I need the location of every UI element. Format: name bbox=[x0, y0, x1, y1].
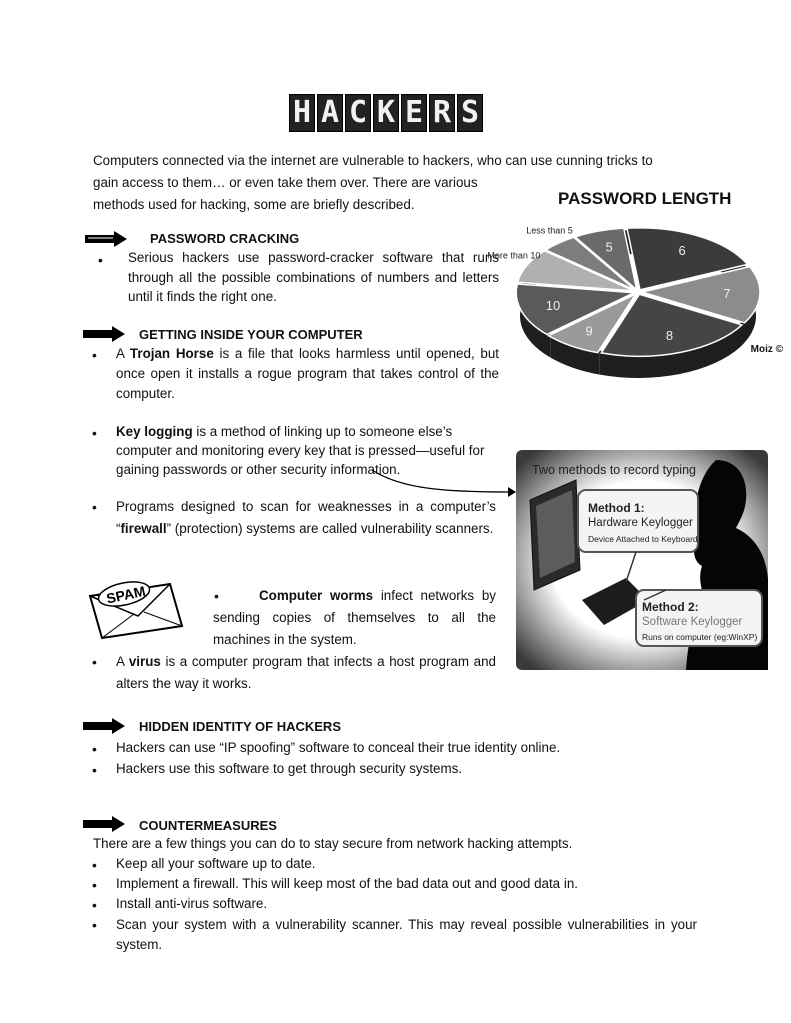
intro-line: gain access to them… or even take them over. There are various bbox=[93, 175, 478, 190]
title-letter: C bbox=[345, 94, 371, 132]
bullet-dot: • bbox=[92, 762, 97, 778]
pie-slice-label: 8 bbox=[665, 327, 674, 343]
countermeasures-intro: There are a few things you can do to stay secure from network hacking attempts. bbox=[93, 836, 573, 851]
virus-pre: A bbox=[116, 654, 129, 669]
method2-title: Method 2: bbox=[642, 600, 699, 614]
bullet-dot: • bbox=[92, 425, 97, 441]
bullet-dot: • bbox=[92, 897, 97, 913]
heading-countermeasures: COUNTERMEASURES bbox=[139, 818, 277, 833]
trojan-text bbox=[116, 344, 499, 404]
countermeasure-item: Install anti-virus software. bbox=[116, 896, 268, 911]
pie-slice-label: 5 bbox=[605, 239, 613, 255]
heading-password-cracking: PASSWORD CRACKING bbox=[150, 231, 300, 246]
chart-title: PASSWORD LENGTH bbox=[558, 189, 732, 208]
bullet-dot: • bbox=[92, 654, 97, 670]
firewall-pre: Programs designed to scan for weaknesses in a computer’s “ bbox=[116, 499, 496, 536]
chart-credit: Moiz © bbox=[750, 344, 783, 355]
title-letter: S bbox=[457, 94, 483, 132]
title-letter: R bbox=[429, 94, 455, 132]
bullet-dot: • bbox=[92, 857, 97, 873]
pie-slice-label: 7 bbox=[723, 286, 731, 302]
pie-slice-label: More than 10 bbox=[487, 250, 541, 261]
spam-label: SPAM bbox=[104, 582, 147, 607]
arrow-icon bbox=[84, 230, 128, 248]
password-length-chart bbox=[487, 184, 791, 384]
intro-line: Computers connected via the internet are vulnerable to hackers, who can use cunning tricks to bbox=[93, 153, 653, 168]
trojan-post: is a file that looks harmless until opened, but once open it installs a rogue program that takes control of the computer. bbox=[116, 346, 499, 401]
title-letter: A bbox=[317, 94, 343, 132]
method1-note: Device Attached to Keyboard. bbox=[588, 534, 700, 544]
firewall-bold: firewall bbox=[120, 521, 167, 536]
bullet-dot: • bbox=[92, 499, 97, 515]
title-letter: K bbox=[373, 94, 399, 132]
title-letter: H bbox=[289, 94, 315, 132]
worms-text bbox=[213, 585, 496, 651]
firewall-post: ” (protection) systems are called vulnerability scanners. bbox=[166, 521, 494, 536]
virus-text bbox=[116, 651, 496, 695]
virus-post: is a computer program that infects a host program and alters the way it works. bbox=[116, 654, 496, 691]
countermeasure-item: Implement a firewall. This will keep most of the bad data out and good data in. bbox=[116, 876, 578, 891]
connector-arrow bbox=[370, 450, 520, 500]
bullet-dot: • bbox=[92, 917, 97, 933]
hidden-identity-item: Hackers can use “IP spoofing” software to conceal their true identity online. bbox=[116, 740, 561, 755]
keylog-bold: Key logging bbox=[116, 424, 193, 439]
bullet-dot: • bbox=[98, 252, 103, 268]
method1-sub: Hardware Keylogger bbox=[588, 517, 693, 529]
bullet-dot: • bbox=[92, 347, 97, 363]
pie-slice-label: 6 bbox=[678, 243, 686, 259]
pie-slice-label: Less than 5 bbox=[526, 225, 573, 236]
arrow-icon bbox=[82, 717, 126, 735]
countermeasure-item: Keep all your software up to date. bbox=[116, 856, 316, 871]
keylogger-title: Two methods to record typing bbox=[532, 463, 696, 477]
page-title bbox=[289, 94, 483, 132]
worms-bold: Computer worms bbox=[259, 588, 374, 603]
trojan-pre: A bbox=[116, 346, 130, 361]
password-cracking-text: Serious hackers use password-cracker software that runs through all the possible combinations of numbers and letters until it finds the right one. bbox=[128, 250, 499, 304]
firewall-text bbox=[116, 496, 496, 540]
method1-title: Method 1: bbox=[588, 501, 645, 515]
countermeasure-item: Scan your system with a vulnerability scanner. This may reveal possible vulnerabilities in your system. bbox=[116, 917, 697, 952]
pie-slice-label: 10 bbox=[545, 297, 561, 313]
keylog-post: is a method of linking up to someone else’s computer and monitoring every key that is pressed—useful for gaining passwords or other security information. bbox=[116, 424, 485, 477]
heading-hidden-identity: HIDDEN IDENTITY OF HACKERS bbox=[139, 719, 341, 734]
hidden-identity-item: Hackers use this software to get through security systems. bbox=[116, 761, 463, 776]
spam-envelope-icon bbox=[86, 578, 186, 640]
bullet-dot: • bbox=[92, 877, 97, 893]
trojan-bold: Trojan Horse bbox=[129, 346, 214, 361]
bullet-dot: • bbox=[214, 588, 219, 604]
worms-post: infect networks by sending copies of themselves to all the machines in the system. bbox=[213, 588, 496, 647]
pie-chart bbox=[487, 184, 791, 384]
intro-line: methods used for hacking, some are briefly described. bbox=[93, 197, 415, 212]
bullet-dot: • bbox=[92, 741, 97, 757]
title-letter: E bbox=[401, 94, 427, 132]
heading-getting-inside: GETTING INSIDE YOUR COMPUTER bbox=[139, 327, 363, 342]
arrow-icon bbox=[82, 325, 126, 343]
virus-bold: virus bbox=[128, 654, 161, 669]
method2-sub: Software Keylogger bbox=[642, 616, 743, 628]
method2-note: Runs on computer (eg:WinXP) bbox=[642, 632, 758, 642]
pie-slice-label: 9 bbox=[585, 323, 593, 339]
arrow-icon bbox=[82, 815, 126, 833]
